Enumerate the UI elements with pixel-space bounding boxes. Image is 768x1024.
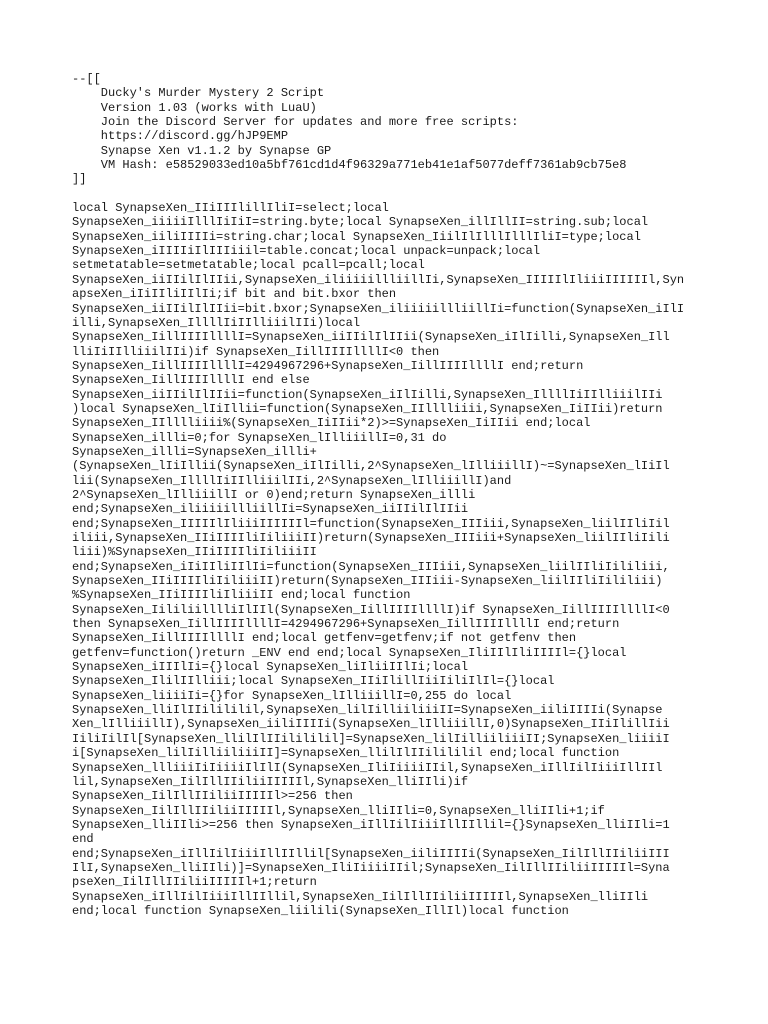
code-line: illi,SynapseXen_IllllIiIIlliiilIIi)local — [72, 315, 361, 330]
header-comment-line: Synapse Xen v1.1.2 by Synapse GP — [72, 143, 332, 158]
code-line: getfenv=function()return _ENV end end;local SynapseXen_IliIIlIliIIIIl={}local — [72, 645, 627, 660]
code-line: lil,SynapseXen_IilIllIIiliiIIIIIl,SynapseXen_lliIIli)if — [72, 774, 469, 789]
header-comment-line: VM Hash: e58529033ed10a5bf761cd1d4f96329a771eb41e1af5077deff7361ab9cb75e8 — [72, 158, 627, 173]
code-line: (SynapseXen_lIiIllii(SynapseXen_iIlIilli,2^SynapseXen_lIlliiillI)~=SynapseXen_lIiIl — [72, 459, 670, 474]
header-comment-block — [72, 72, 712, 187]
code-line: SynapseXen_IIiIIIIliIiliiiII)return(SynapseXen_IIIiii-SynapseXen_liilIIliIililiii) — [72, 574, 663, 589]
header-comment-line: ]] — [72, 172, 87, 187]
code-line: pseXen_IilIllIIiliiIIIIIl+1;return — [72, 875, 317, 890]
code-line: SynapseXen_IillIIIIllllI=4294967296+SynapseXen_IillIIIIllllI end;return — [72, 358, 584, 373]
code-line: SynapseXen_IillIIIIllllI end else — [72, 373, 310, 388]
code-line: SynapseXen_IilIllIIiliiIIIIIl>=256 then — [72, 789, 353, 804]
code-line: SynapseXen_iiIIilIlIIii=bit.bxor;SynapseXen_iliiiiillliillIi=function(SynapseXen_iIlI — [72, 301, 685, 316]
code-line: end;SynapseXen_iIllIilIiiiIllIIllil[SynapseXen_iiliIIIIi(SynapseXen_IilIllIIiliiIII — [72, 846, 670, 861]
header-comment-line: Ducky's Murder Mystery 2 Script — [72, 86, 325, 101]
code-line: end;SynapseXen_iIiIIliIIlIi=function(SynapseXen_IIIiii,SynapseXen_liilIIliIililiii, — [72, 559, 670, 574]
code-line: SynapseXen_iiiiiIlllIiIiI=string.byte;local SynapseXen_illIllII=string.sub;local — [72, 215, 649, 230]
document-page — [72, 72, 712, 918]
header-comment-line: https://discord.gg/hJP9EMP — [72, 129, 289, 144]
code-line: SynapseXen_iiIIilIlIIii=function(SynapseXen_iIlIilli,SynapseXen_IllllIiIIlliiilIIi — [72, 387, 663, 402]
code-line: liii)%SynapseXen_IIiIIIIliIiliiiII — [72, 545, 317, 560]
code-line: SynapseXen_iIllIilIiiiIllIIllil,SynapseXen_IilIllIIiliiIIIIIl,SynapseXen_lliIIli — [72, 889, 649, 904]
code-line: SynapseXen_illli=0;for SynapseXen_lIlliiillI=0,31 do — [72, 430, 447, 445]
code-line: SynapseXen_liiiiIi={}for SynapseXen_lIlliiillI=0,255 do local — [72, 688, 512, 703]
code-line: )local SynapseXen_lIiIllii=function(SynapseXen_IIlllliiii,SynapseXen_IiIIii)return — [72, 401, 663, 416]
header-comment-line: Join the Discord Server for updates and more free scripts: — [72, 115, 519, 130]
header-comment-line: --[[ — [72, 72, 101, 86]
code-line: %SynapseXen_IIiIIIIliIliiiII end;local function — [72, 588, 411, 603]
code-line: SynapseXen_iiliIIIIi=string.char;local SynapseXen_IiilIlIlllIlllIliI=type;local — [72, 229, 641, 244]
code-line: SynapseXen_iIIIlIi={}local SynapseXen_liIliiIIlIi;local — [72, 660, 469, 675]
code-line: SynapseXen_IillIIIIllllI=SynapseXen_iiIIilIlIIii(SynapseXen_iIlIilli,SynapseXen_Ill — [72, 330, 670, 345]
code-line: SynapseXen_IlilIIlliii;local SynapseXen_IIiIlillIiiIiliIlIl={}local — [72, 674, 555, 689]
code-line: SynapseXen_IilIllIIiliiIIIIIl,SynapseXen_lliIIli=0,SynapseXen_lliIIli+1;if — [72, 803, 605, 818]
code-line: SynapseXen_illli=SynapseXen_illli+ — [72, 444, 317, 459]
code-line: lliIiIIlliiilIIi)if SynapseXen_IillIIIIllllI<0 then — [72, 344, 440, 359]
code-line: apseXen_iIiIIliIIlIi;if bit and bit.bxor then — [72, 287, 397, 302]
code-line: end;local function SynapseXen_liilili(SynapseXen_IllIl)local function — [72, 903, 569, 918]
code-line: IiliIilIl[SynapseXen_llilIlIIilililil]=SynapseXen_lilIilliiliiiII;SynapseXen_liiiiI — [72, 731, 670, 746]
code-block — [72, 201, 712, 918]
code-line: IlI,SynapseXen_lliIIli)]=SynapseXen_IliIiiiiIIil;SynapseXen_IilIllIIiliiIIIIIl=Syna — [72, 860, 670, 875]
blank-line — [72, 187, 712, 201]
code-line: iliii,SynapseXen_IIiIIIIliIiliiiII)return(SynapseXen_IIIiii+SynapseXen_liilIIliIili — [72, 531, 670, 545]
code-line: SynapseXen_iiIIilIlIIii,SynapseXen_iliiiiillliillIi,SynapseXen_IIIIIlIliiiIIIIIIl,Syn — [72, 272, 685, 287]
code-line: setmetatable=setmetatable;local pcall=pcall;local — [72, 258, 425, 273]
code-line: 2^SynapseXen_lIlliiillI or 0)end;return SynapseXen_illli — [72, 487, 476, 502]
code-line: then SynapseXen_IillIIIIllllI=4294967296+SynapseXen_IillIIIIllllI end;return — [72, 617, 620, 632]
code-line: SynapseXen_lliIIli>=256 then SynapseXen_iIllIilIiiiIllIIllil={}SynapseXen_lliIIli=1 — [72, 817, 670, 832]
code-line: SynapseXen_llliiiIiIiiiiIlIlI(SynapseXen_IliIiiiiIIil,SynapseXen_iIllIilIiiiIllIIl — [72, 760, 663, 775]
code-line: SynapseXen_IIlllliiii%(SynapseXen_IiIIii*2)>=SynapseXen_IiIIii end;local — [72, 416, 591, 431]
code-line: i[SynapseXen_lilIilliiliiiII]=SynapseXen_llilIlIIilililil end;local function — [72, 746, 620, 761]
code-line: SynapseXen_iIIIIiIlIIIiiil=table.concat;local unpack=unpack;local — [72, 244, 541, 259]
code-line: SynapseXen_lliIlIIilililil,SynapseXen_lilIilliiliiiII=SynapseXen_iiliIIIIi(Synapse — [72, 703, 663, 718]
header-comment-line: Version 1.03 (works with LuaU) — [72, 100, 317, 115]
code-line: local SynapseXen_IIiIIIlillIliI=select;local — [72, 201, 389, 216]
code-line: end — [72, 832, 94, 847]
code-line: lii(SynapseXen_IllllIiIIlliiilIIi,2^SynapseXen_lIlliiillI)and — [72, 473, 512, 488]
code-line: SynapseXen_IililiilllliIlIIl(SynapseXen_IillIIIIllllI)if SynapseXen_IillIIIIllllI<0 — [72, 602, 670, 617]
code-line: Xen_lIlliiillI),SynapseXen_iiliIIIIi(SynapseXen_lIlliiillI,0)SynapseXen_IIiIlillIii — [72, 717, 670, 732]
code-line: end;SynapseXen_IIIIIlIliiiIIIIIIl=function(SynapseXen_IIIiii,SynapseXen_liilIIliIil — [72, 516, 670, 531]
code-line: SynapseXen_IillIIIIllllI end;local getfenv=getfenv;if not getfenv then — [72, 631, 577, 646]
code-line: end;SynapseXen_iliiiiillliillIi=SynapseXen_iiIIilIlIIii — [72, 502, 469, 517]
